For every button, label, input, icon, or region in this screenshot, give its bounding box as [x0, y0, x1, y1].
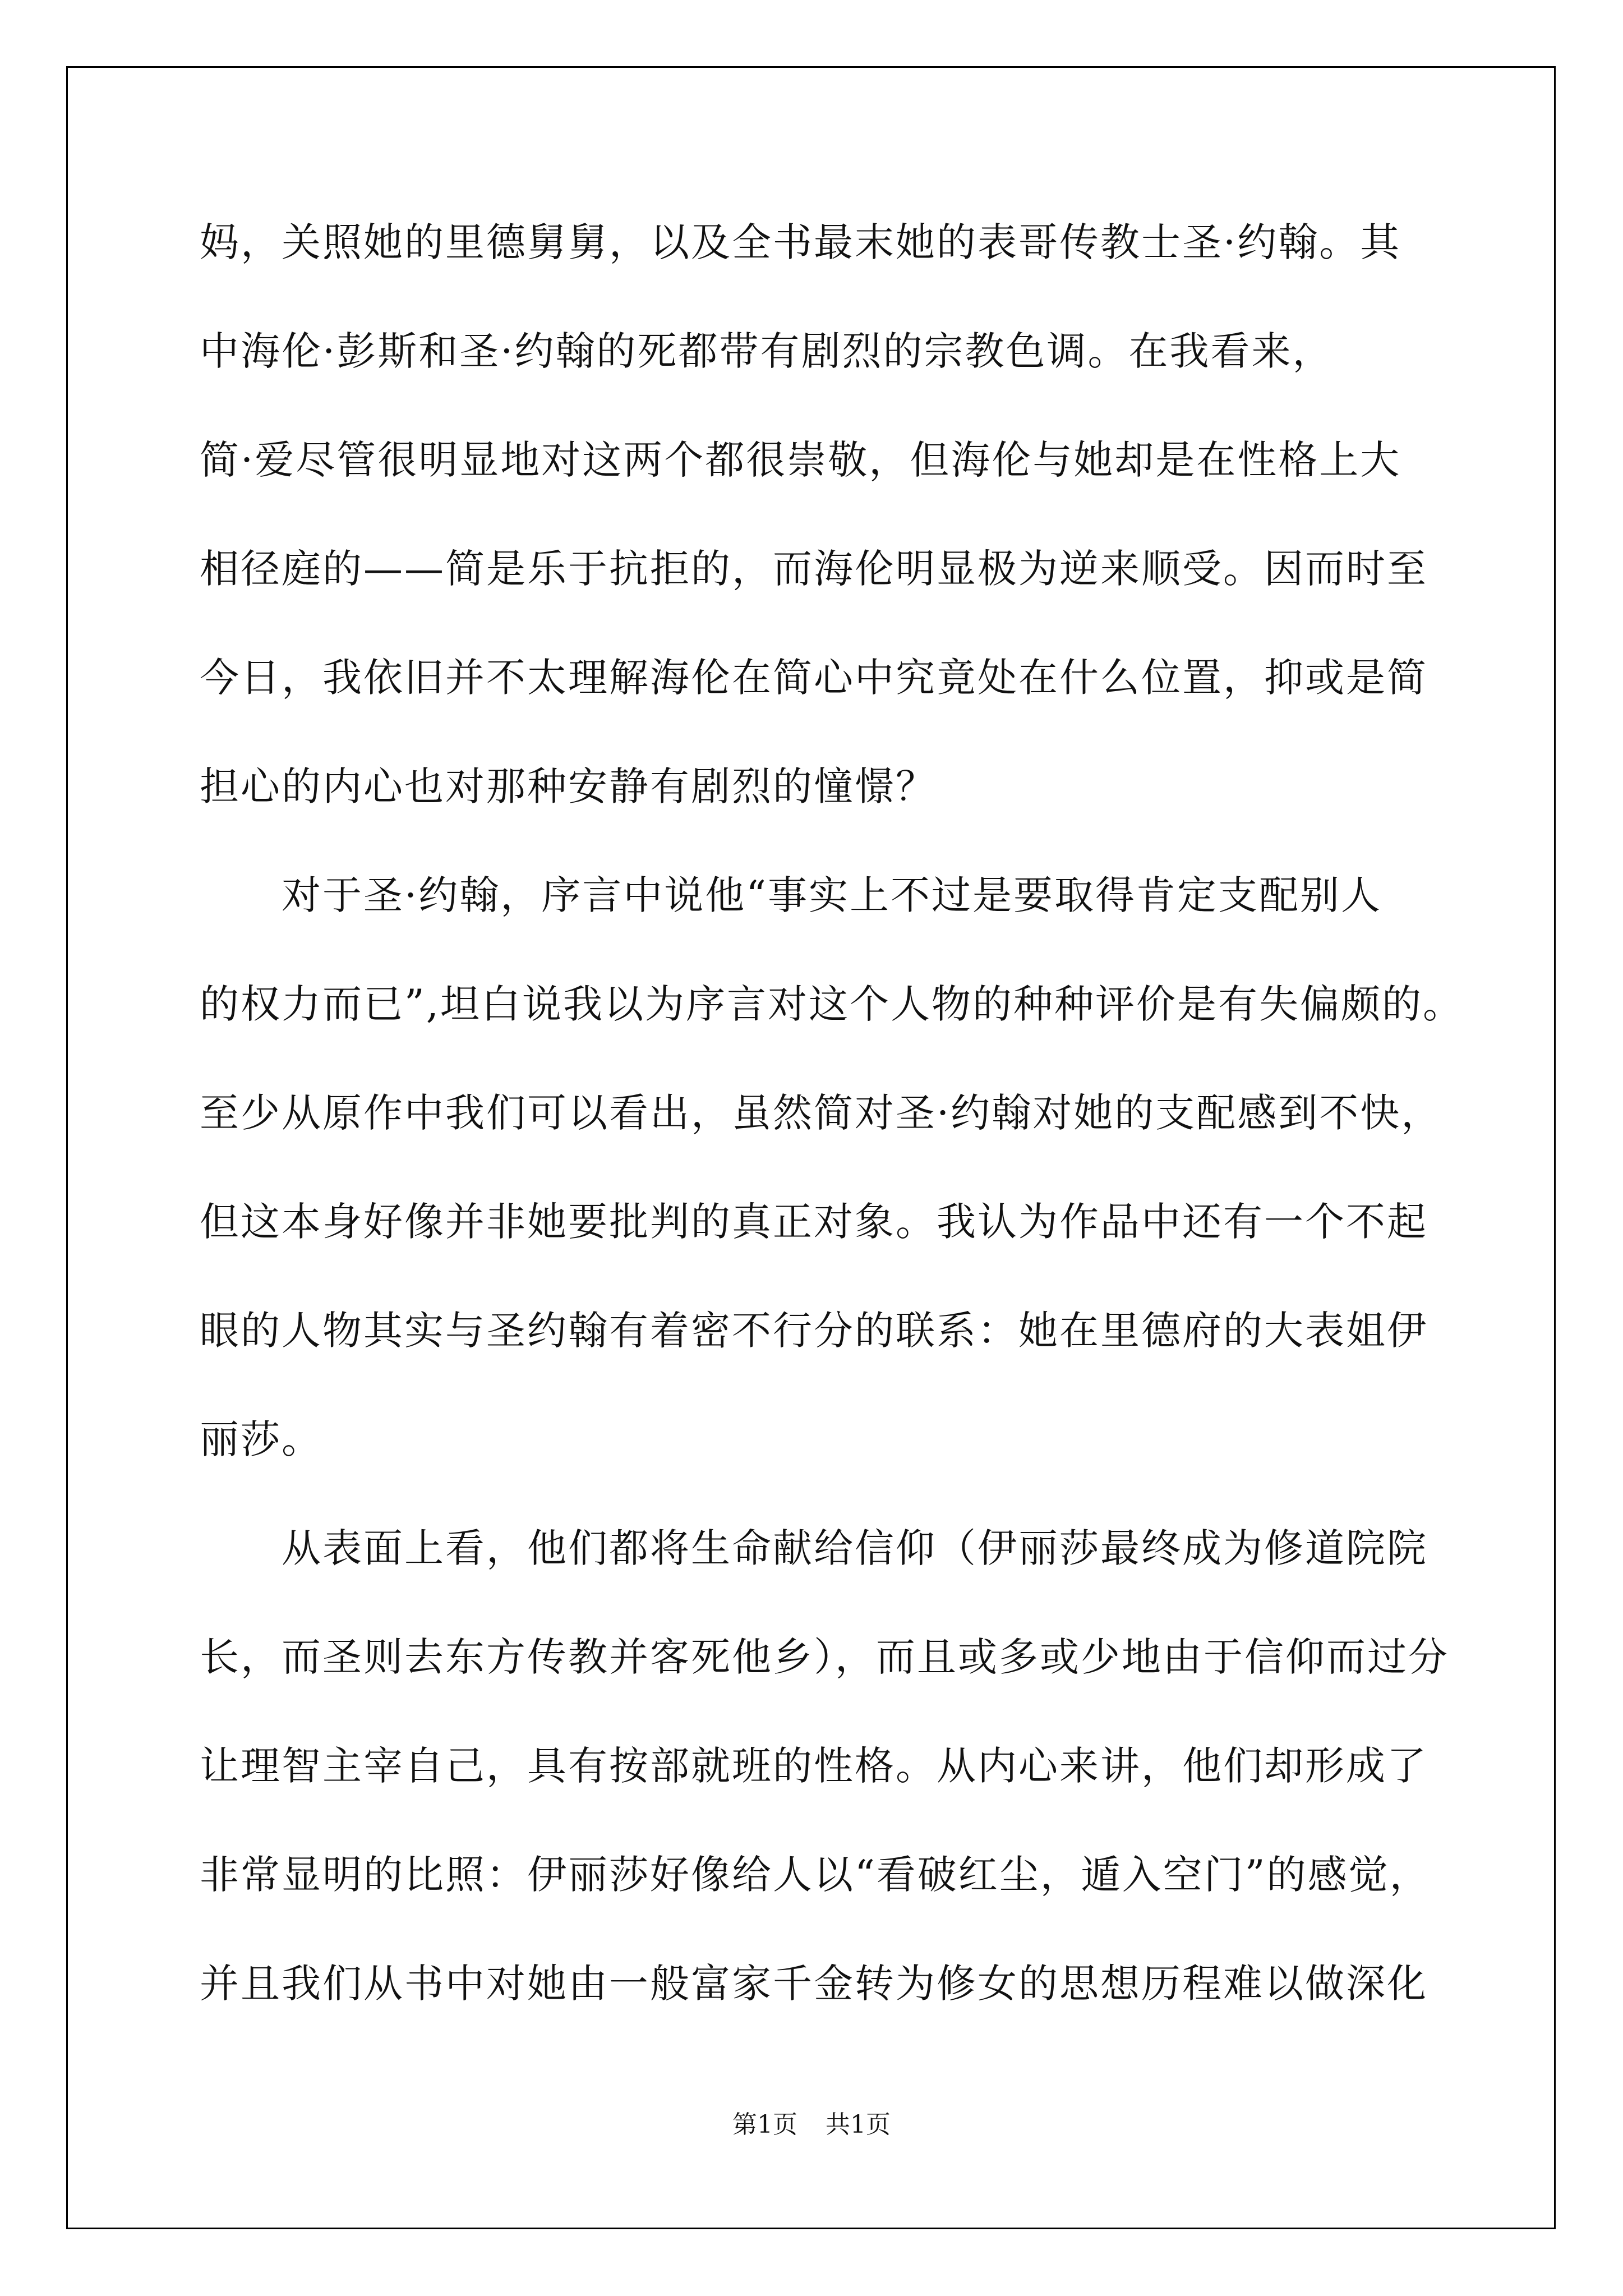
page-total: 共1页 — [826, 2110, 891, 2139]
document-body — [200, 209, 1464, 2059]
text-line: 至少从原作中我们可以看出，虽然简对圣·约翰对她的支配感到不快， — [200, 1090, 1442, 1136]
text-line: 相径庭的——简是乐于抗拒的，而海伦明显极为逆来顺受。因而时至 — [200, 546, 1428, 592]
text-line: 的权力而已”,坦白说我以为序言对这个人物的种种评价是有失偏颇的。 — [200, 981, 1464, 1027]
text-line: 担心的内心也对那种安静有剧烈的憧憬？ — [200, 763, 937, 809]
text-line: 从表面上看，他们都将生命献给信仰（伊丽莎最终成为修道院院 — [200, 1525, 1428, 1571]
text-line: 对于圣·约翰，序言中说他“事实上不过是要取得肯定支配别人 — [200, 872, 1382, 918]
text-line: 丽莎。 — [200, 1416, 322, 1462]
text-line: 眼的人物其实与圣约翰有着密不行分的联系：她在里德府的大表姐伊 — [200, 1308, 1428, 1354]
text-line: 非常显明的比照：伊丽莎好像给人以“看破红尘，遁入空门”的感觉， — [200, 1852, 1431, 1898]
text-line: 并且我们从书中对她由一般富家千金转为修女的思想历程难以做深化 — [200, 1961, 1428, 2007]
text-line: 今日，我依旧并不太理解海伦在简心中究竟处在什么位置，抑或是简 — [200, 655, 1428, 701]
text-line: 简·爱尽管很明显地对这两个都很崇敬，但海伦与她却是在性格上大 — [200, 437, 1401, 483]
text-line: 让理智主宰自己，具有按部就班的性格。从内心来讲，他们却形成了 — [200, 1743, 1428, 1789]
page-number: 第1页 — [732, 2110, 797, 2139]
text-line: 妈，关照她的里德舅舅，以及全书最末她的表哥传教士圣·约翰。其 — [200, 219, 1401, 265]
page-footer — [0, 2108, 1623, 2142]
text-line: 中海伦·彭斯和圣·约翰的死都带有剧烈的宗教色调。在我看来， — [200, 328, 1334, 374]
text-line: 长，而圣则去东方传教并客死他乡），而且或多或少地由于信仰而过分 — [200, 1634, 1449, 1680]
text-line: 但这本身好像并非她要批判的真正对象。我认为作品中还有一个不起 — [200, 1199, 1428, 1245]
